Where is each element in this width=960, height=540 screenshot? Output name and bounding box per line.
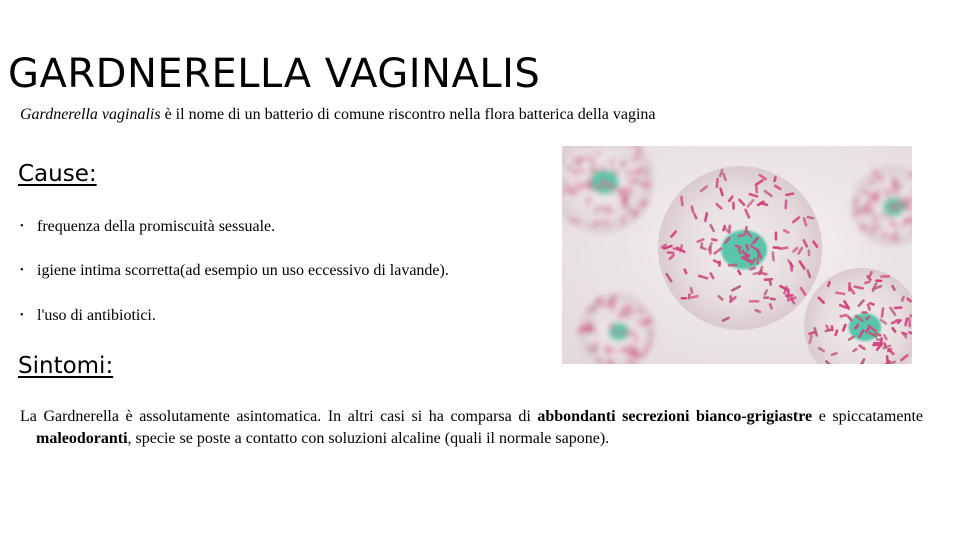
page-title: GARDNERELLA VAGINALIS bbox=[8, 51, 541, 97]
bullet-icon: • bbox=[20, 265, 24, 276]
intro-term: Gardnerella vaginalis bbox=[20, 106, 161, 123]
bacteria-illustration bbox=[562, 146, 912, 364]
symptoms-heading: Sintomi: bbox=[18, 353, 114, 379]
intro-paragraph bbox=[20, 106, 656, 124]
bullet-icon: • bbox=[20, 221, 24, 232]
symptoms-paragraph: La Gardnerella è assolutamente asintomatica. In altri casi si ha comparsa di abbondanti secrezioni bianco-grigiastre e spiccatamente maleodoranti, specie se poste a contatto con soluzioni alcaline (quali il normale sapone). bbox=[20, 408, 923, 447]
highlight-secretions: abbondanti secrezioni bianco-grigiastre bbox=[537, 408, 813, 425]
causes-heading: Cause: bbox=[18, 161, 97, 187]
highlight-odor: maleodoranti bbox=[36, 430, 128, 447]
intro-text: è il nome di un batterio di comune riscontro nella flora batterica della vagina bbox=[160, 106, 656, 123]
bullet-icon: • bbox=[20, 310, 24, 321]
